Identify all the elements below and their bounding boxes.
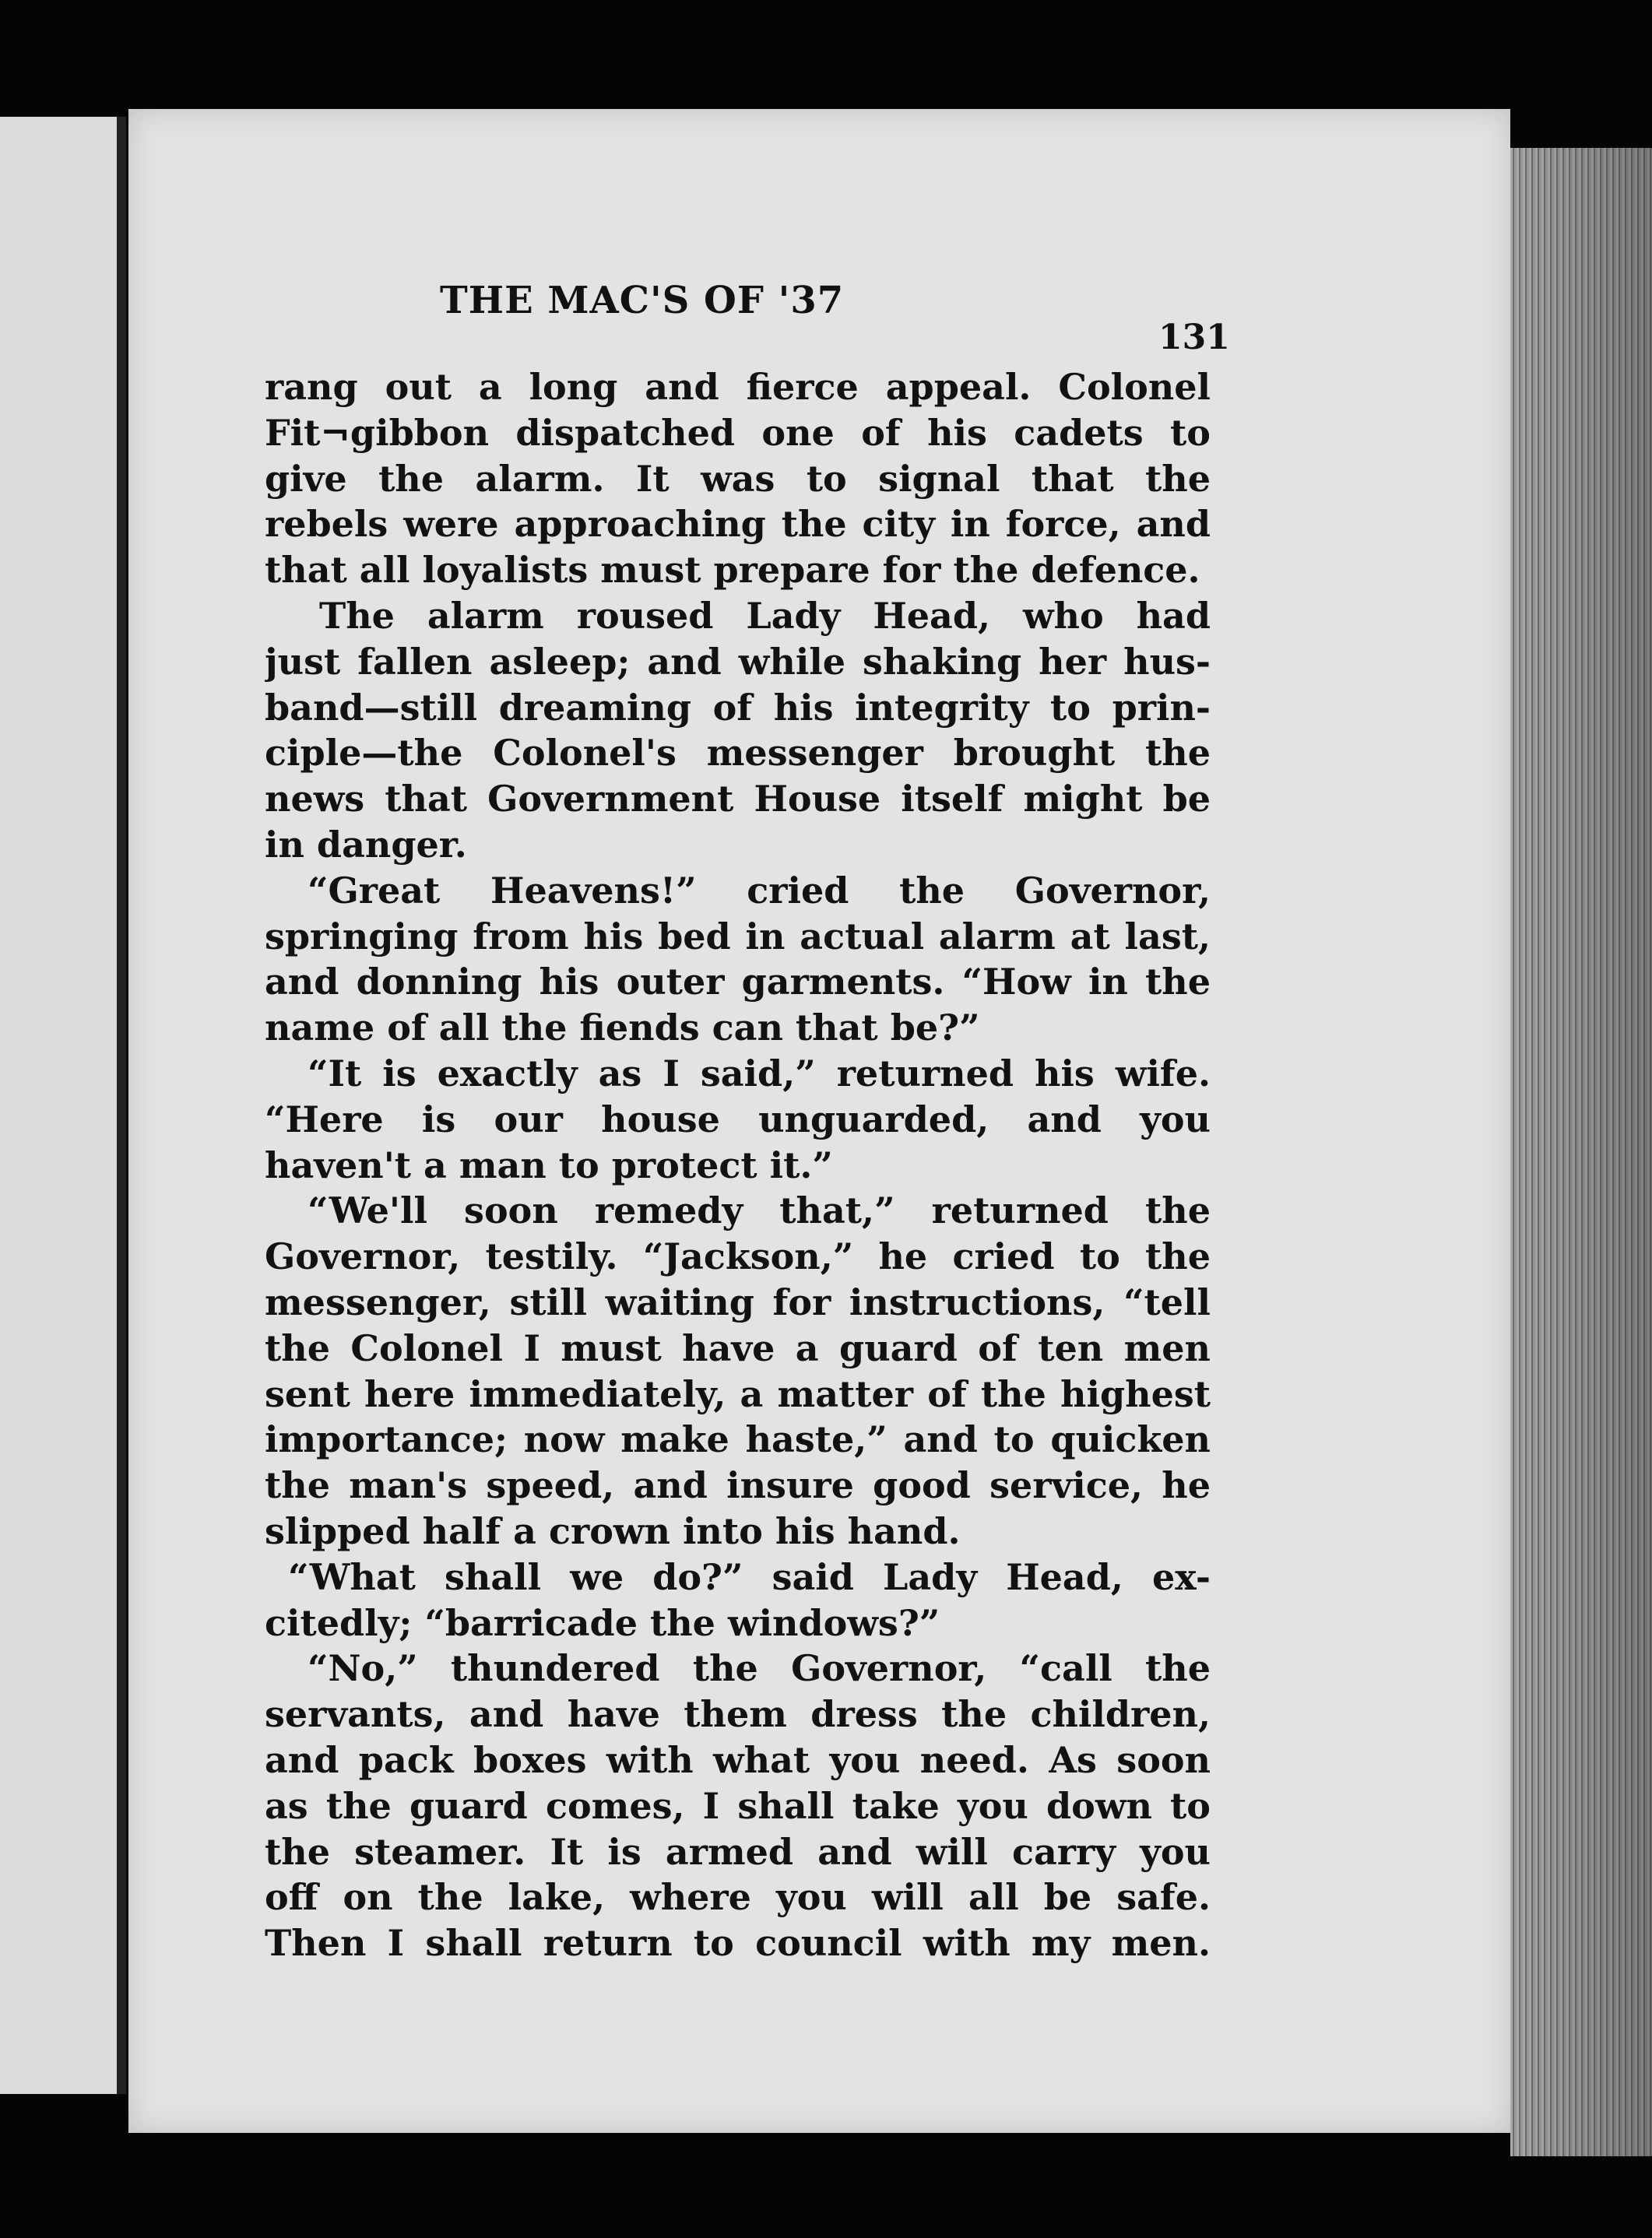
text-line: the man's speed, and insure good service, he [265,1464,1211,1507]
text-line: messenger, still waiting for instructions, “tell [265,1281,1211,1323]
text-line: the steamer. It is armed and will carry you [265,1830,1211,1873]
text-line: sent here immediately, a matter of the highest [265,1372,1211,1415]
text-line: ciple—the Colonel's messenger brought the [265,732,1211,775]
text-line: slipped half a crown into his hand. [265,1509,961,1552]
text-line: importance; now make haste,” and to quicken [265,1418,1211,1461]
text-line: news that Government House itself might be [265,778,1211,820]
text-line: the Colonel I must have a guard of ten men [265,1326,1211,1369]
text-line: The alarm roused Lady Head, who had [319,594,1211,637]
text-line: citedly; “barricade the windows?” [265,1601,940,1644]
text-line: servants, and have them dress the children, [265,1693,1211,1736]
text-line: Fit¬gibbon dispatched one of his cadets to [265,411,1211,454]
text-line: band—still dreaming of his integrity to prin- [265,686,1211,729]
text-line: give the alarm. It was to signal that the [265,457,1211,500]
text-line: off on the lake, where you will all be safe. [265,1876,1211,1919]
page-number: 131 [1158,318,1230,357]
text-line: haven't a man to protect it.” [265,1144,833,1186]
text-line: Then I shall return to council with my men. [265,1922,1211,1965]
text-line: and donning his outer garments. “How in the [265,961,1211,1003]
text-line: in danger. [265,823,467,866]
text-line: springing from his bed in actual alarm at last, [265,915,1211,957]
text-line: “What shall we do?” said Lady Head, ex- [288,1555,1211,1598]
text-line: “Here is our house unguarded, and you [265,1098,1211,1140]
fore-edge-shadow [1510,148,1652,2156]
text-line: “We'll soon remedy that,” returned the [308,1189,1211,1232]
text-line: name of all the fiends can that be?” [265,1007,980,1049]
text-line: as the guard comes, I shall take you down to [265,1784,1211,1827]
text-line: and pack boxes with what you need. As soon [265,1738,1211,1781]
text-line: that all loyalists must prepare for the defence. [265,549,1200,592]
text-line: rang out a long and fierce appeal. Colonel [265,366,1211,408]
running-title: THE MAC'S OF '37 [440,279,845,322]
text-line: rebels were approaching the city in force, and [265,503,1211,546]
text-line: just fallen asleep; and while shaking her hus- [265,640,1211,683]
text-line: “It is exactly as I said,” returned his wife. [308,1052,1211,1094]
text-line: “No,” thundered the Governor, “call the [308,1647,1211,1690]
text-line: Governor, testily. “Jackson,” he cried to the [265,1235,1211,1278]
text-line: “Great Heavens!” cried the Governor, [308,869,1211,912]
facing-page-edge [0,117,126,2094]
body-text [265,364,1211,2015]
